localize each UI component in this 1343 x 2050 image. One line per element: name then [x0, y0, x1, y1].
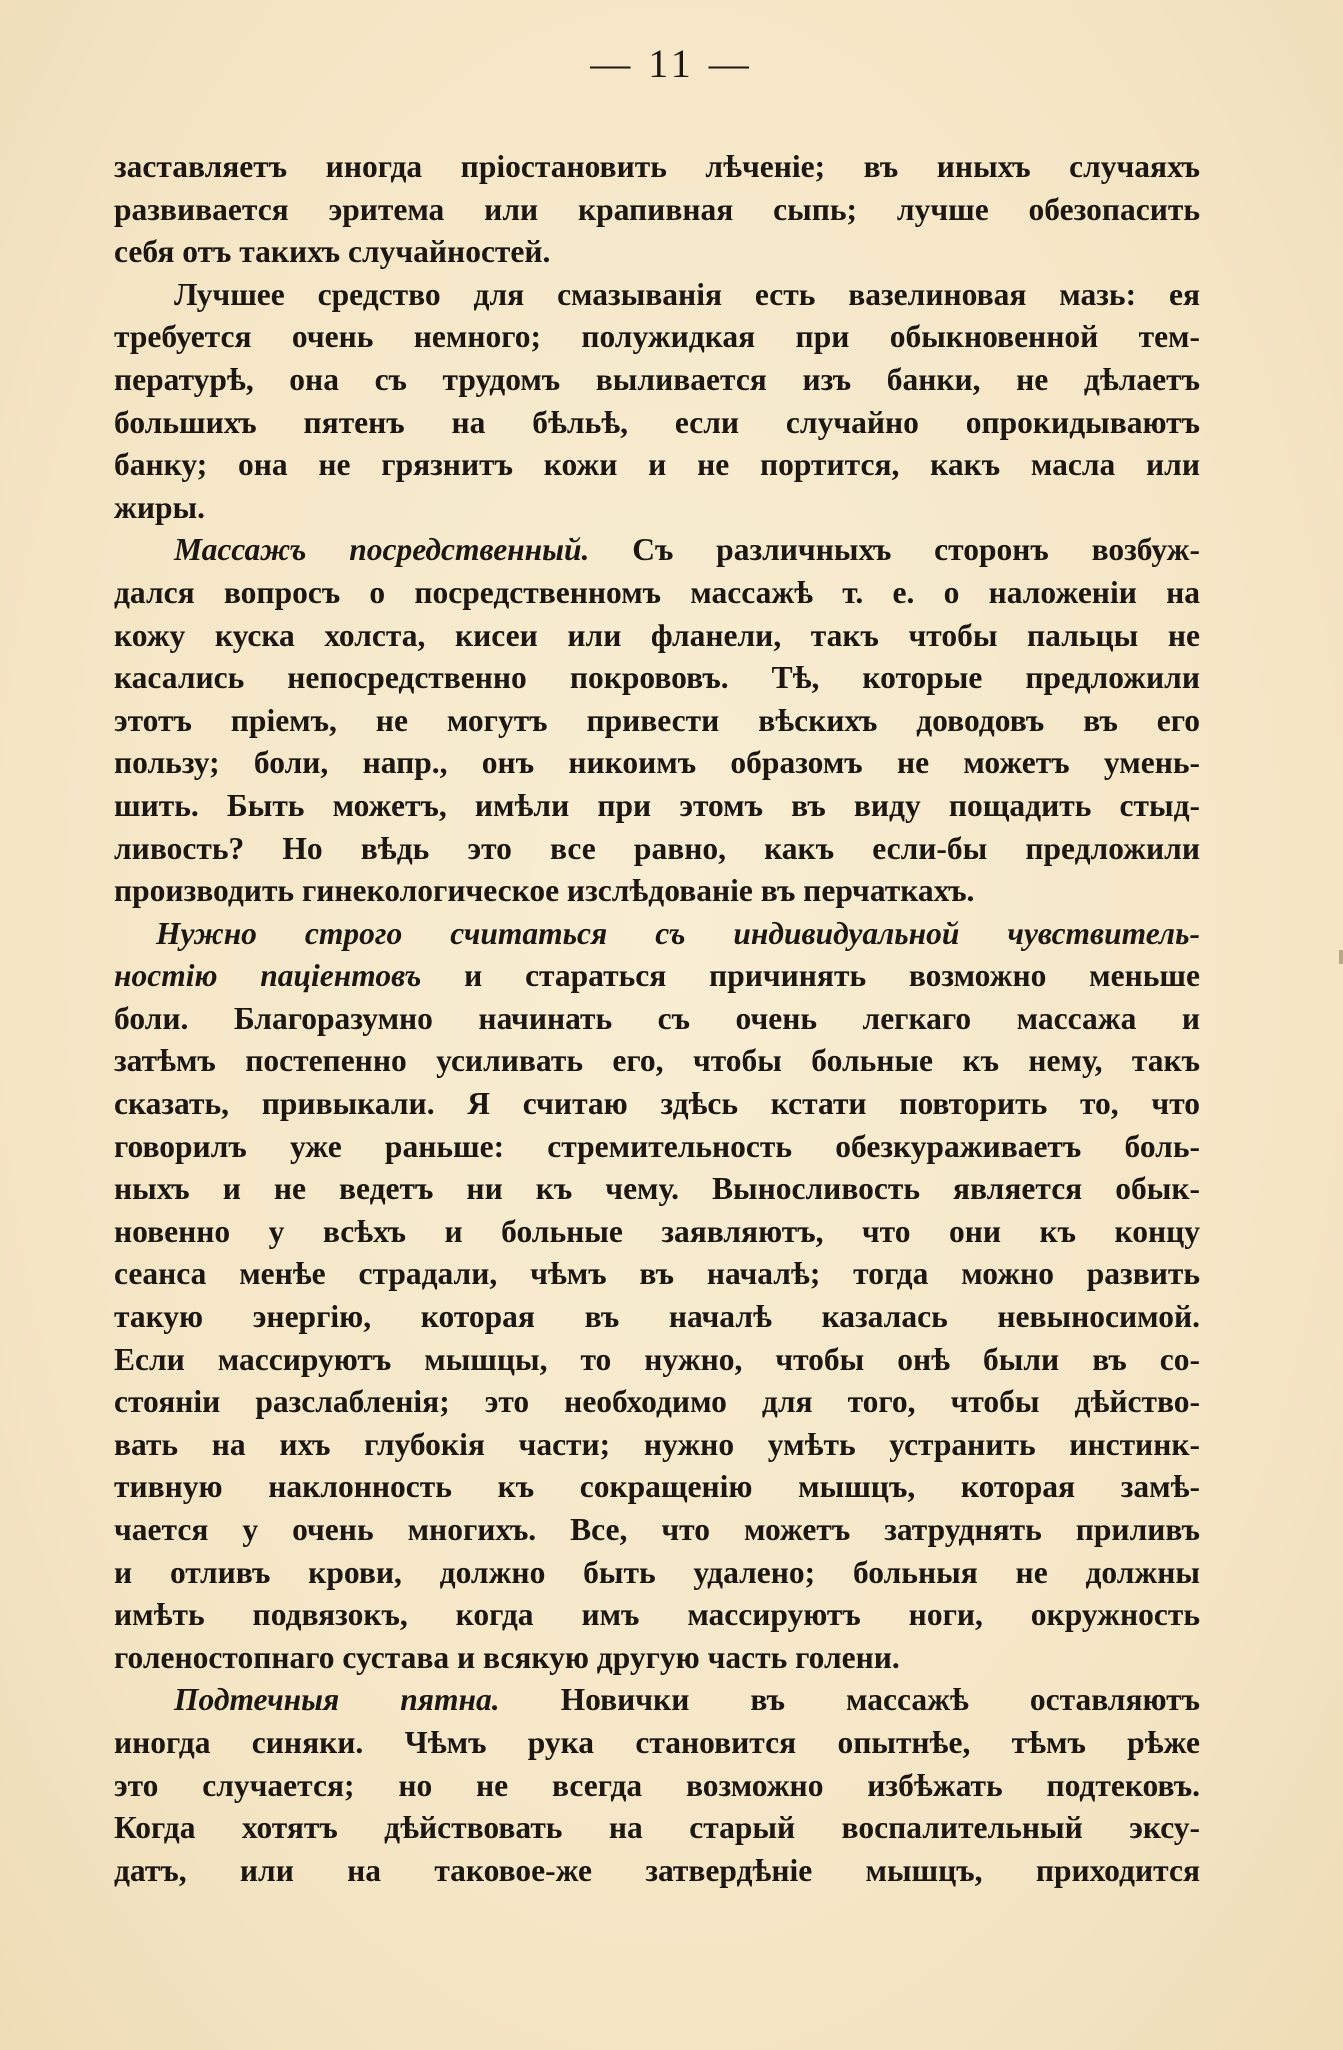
italic-run: ностію паціентовъ [114, 958, 422, 994]
paragraph [114, 529, 1200, 912]
text-line: Лучшее средство для смазыванія есть вазелиновая мазь: ея [174, 276, 1200, 312]
text-line: говорилъ уже раньше: стремительность обезкураживаетъ боль- [114, 1128, 1200, 1164]
page-number: — 11 — [590, 41, 753, 86]
text-line: иногда синяки. Чѣмъ рука становится опытнѣе, тѣмъ рѣже [114, 1724, 1200, 1760]
italic-heading: Массажъ посредственный. [174, 532, 590, 568]
text-line: жиры. [114, 489, 205, 525]
text-run: Съ различныхъ сторонъ возбуж- [589, 532, 1200, 568]
text-line: банку; она не грязнитъ кожи и не портится, какъ масла или [114, 447, 1200, 483]
text-line: производить гинекологическое изслѣдованіе въ перчаткахъ. [114, 873, 975, 909]
text-line: сказать, привыкали. Я считаю здѣсь кстати повторить то, что [114, 1086, 1200, 1122]
text-line: и отливъ крови, должно быть удалено; больныя не должны [114, 1554, 1200, 1590]
text-line: требуется очень немного; полужидкая при обыкновенной тем- [114, 319, 1200, 355]
text-line: голеностопнаго сустава и всякую другую часть голени. [114, 1639, 900, 1675]
text-line: себя отъ такихъ случайностей. [114, 234, 551, 270]
text-run: Новички въ массажѣ оставляютъ [499, 1682, 1200, 1718]
text-line: заставляетъ иногда пріостановить лѣченіе; въ иныхъ случаяхъ [114, 149, 1200, 184]
text-line: Если массируютъ мышцы, то нужно, чтобы онѣ были въ со- [114, 1341, 1200, 1377]
text-line: кожу куска холста, кисеи или фланели, такъ чтобы пальцы не [114, 617, 1200, 653]
paragraph [114, 274, 1200, 530]
text-line: боли. Благоразумно начинать съ очень легкаго массажа и [114, 1000, 1200, 1036]
text-line: ныхъ и не ведетъ ни къ чему. Выносливость является обык- [114, 1171, 1200, 1207]
paragraph [114, 913, 1200, 1680]
text-line: тивную наклонность къ сокращенію мышцъ, которая замѣ- [114, 1469, 1200, 1505]
text-line: новенно у всѣхъ и больные заявляютъ, что они къ концу [114, 1213, 1200, 1249]
italic-run: Нужно строго считаться съ индивидуальной чувствитель- [156, 915, 1200, 951]
text-line: большихъ пятенъ на бѣльѣ, если случайно опрокидываютъ [114, 404, 1200, 440]
text-line: развивается эритема или крапивная сыпь; лучше обезопасить [114, 191, 1200, 227]
text-line: затѣмъ постепенно усиливать его, чтобы больные къ нему, такъ [114, 1043, 1200, 1079]
text-line [114, 955, 1200, 998]
paragraph [114, 146, 1200, 274]
body-text [114, 146, 1200, 1892]
text-line: это случается; но не всегда возможно избѣжать подтековъ. [114, 1767, 1200, 1803]
text-line: пературѣ, она съ трудомъ выливается изъ банки, не дѣлаетъ [114, 361, 1200, 397]
text-line [114, 1679, 1200, 1722]
text-line: чается у очень многихъ. Все, что можетъ затруднять приливъ [114, 1512, 1200, 1547]
text-line: стояніи разслабленія; это необходимо для того, чтобы дѣйство- [114, 1384, 1200, 1420]
text-line: пользу; боли, напр., онъ никоимъ образомъ не можетъ умень- [114, 745, 1200, 781]
text-line [114, 913, 1200, 956]
text-line: этотъ пріемъ, не могутъ привести вѣскихъ доводовъ въ его [114, 702, 1200, 738]
text-line: такую энергію, которая въ началѣ казалась невыносимой. [114, 1299, 1200, 1335]
text-line: вать на ихъ глубокія части; нужно умѣть устранить инстинк- [114, 1426, 1200, 1462]
text-line: дался вопросъ о посредственномъ массажѣ т. е. о наложеніи на [114, 574, 1200, 610]
italic-heading: Подтечныя пятна. [174, 1682, 500, 1718]
text-line: имѣть подвязокъ, когда имъ массируютъ ноги, окружность [114, 1597, 1200, 1633]
page-edge-mark [1339, 950, 1343, 964]
text-line: ливость? Но вѣдь это все равно, какъ если-бы предложили [114, 830, 1200, 866]
text-line [114, 529, 1200, 572]
text-line: Когда хотятъ дѣйствовать на старый воспалительный эксу- [114, 1810, 1200, 1846]
paragraph [114, 1679, 1200, 1892]
text-line: касались непосредственно покрововъ. Тѣ, которые предложили [114, 660, 1200, 696]
text-run: и стараться причинять возможно меньше [421, 958, 1200, 994]
text-line: шить. Быть можетъ, имѣли при этомъ въ виду пощадить стыд- [114, 787, 1200, 823]
text-line: сеанса менѣе страдали, чѣмъ въ началѣ; тогда можно развить [114, 1256, 1200, 1292]
text-line: датъ, или на таковое-же затвердѣніе мышцъ, приходится [114, 1852, 1200, 1888]
